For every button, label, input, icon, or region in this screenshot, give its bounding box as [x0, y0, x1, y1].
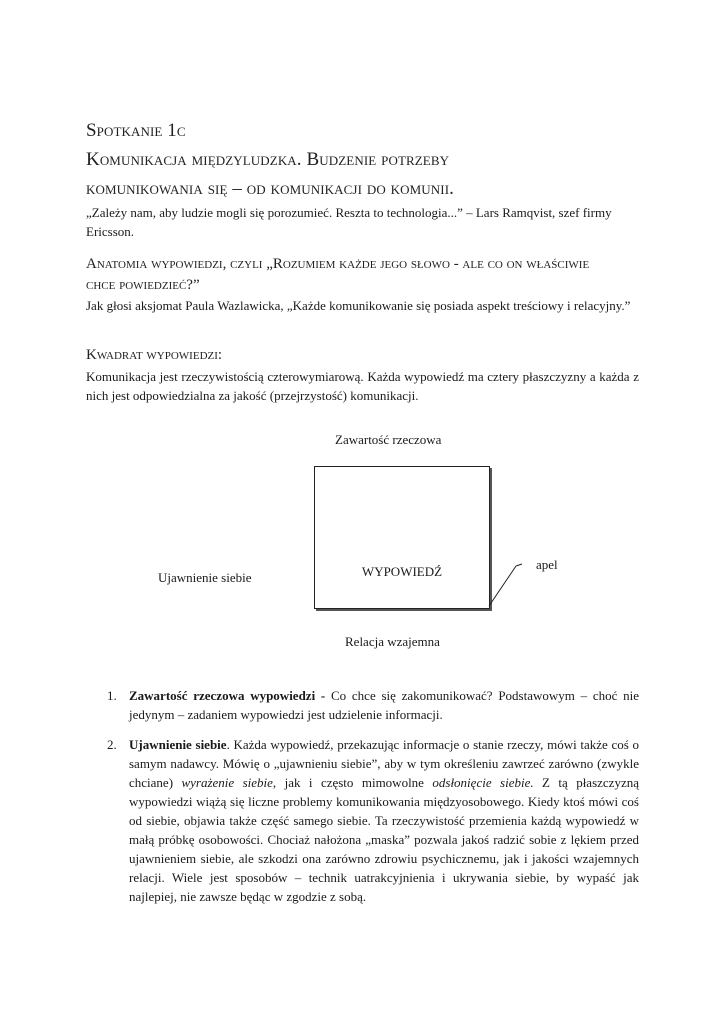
list-item-title: Zawartość rzeczowa wypowiedzi -: [129, 688, 326, 703]
diagram-label-center: WYPOWIEDŹ: [361, 564, 443, 579]
heading-line-1: Spotkanie 1c: [86, 120, 186, 141]
anatomy-title-line-1: Anatomia wypowiedzi, czyli „Rozumiem każde jego słowo - ale co on właściwie: [86, 256, 590, 272]
square-text: Komunikacja jest rzeczywistością czterowymiarową. Każda wypowiedź ma cztery płaszczyzny a każda z nich jest odpowiedzialna za jakość (przejrzystość) komunikacji.: [86, 369, 639, 403]
list-item-emphasis: odsłonięcie siebie.: [432, 775, 534, 790]
list-item-number: 1.: [107, 688, 117, 703]
anatomy-title-line-2: chce powiedzieć?”: [86, 277, 200, 293]
list-item-number: 2.: [107, 737, 117, 752]
list-item-title: Ujawnienie siebie: [129, 737, 227, 752]
list-item-text: , jak i często mimowolne: [272, 775, 433, 790]
intro-quote: „Zależy nam, aby ludzie mogli się porozumieć. Reszta to technologia...” – Lars Ramqvist, szef firmy Ericsson.: [86, 205, 612, 239]
square-title: Kwadrat wypowiedzi:: [86, 347, 223, 363]
list-item-text: . Każda wypowiedź, przekazując informacje o stanie rzeczy, mówi także coś o samym nadawcy. Mówię o „ujawnieniu siebie”, aby w tym określeniu zawrzeć zarówno (zwykle chciane): [129, 737, 639, 790]
heading-line-2: Komunikacja międzyludzka. Budzenie potrzeby: [86, 149, 450, 170]
anatomy-text: Jak głosi aksjomat Paula Wazlawicka, „Każde komunikowanie się posiada aspekt treściowy i relacyjny.”: [86, 298, 631, 313]
list-item-emphasis: wyrażenie siebie: [181, 775, 273, 790]
list-item-text: Z tą płaszczyzną wypowiedzi wiążą się liczne problemy komunikowania międzyosobowego. Kiedy ktoś mówi coś od siebie, objawia także część samego siebie. Ta rzeczywistość przemienia każdą wypowiedź w małą próbkę osobowości. Chociaż nałożona „maska” pozwala jakoś radzić sobie z lękiem przed ujawnieniem siebie, ale szkodzi ona zarówno zdrowiu psychicznemu, jak i jakości wzajemnych relacji. Wiele jest sposobów – technik uatrakcyjnienia i ukrywania siebie, by wypaść jak najlepiej, nie zawsze będąc w zgodzie z sobą.: [129, 775, 639, 904]
heading-line-3: komunikowania się – od komunikacji do komunii.: [86, 178, 454, 199]
diagram-label-right: apel: [536, 557, 558, 572]
diagram-label-top: Zawartość rzeczowa: [335, 432, 442, 447]
diagram-label-left: Ujawnienie siebie: [158, 570, 252, 585]
list-item-text: Co chce się zakomunikować? Podstawowym – choć nie jedynym – zadaniem wypowiedzi jest udzielenie informacji.: [129, 688, 639, 722]
list-item: [86, 735, 639, 906]
diagram-label-bottom: Relacja wzajemna: [345, 634, 440, 649]
list-item: [86, 686, 639, 724]
dimension-list: [86, 686, 639, 917]
